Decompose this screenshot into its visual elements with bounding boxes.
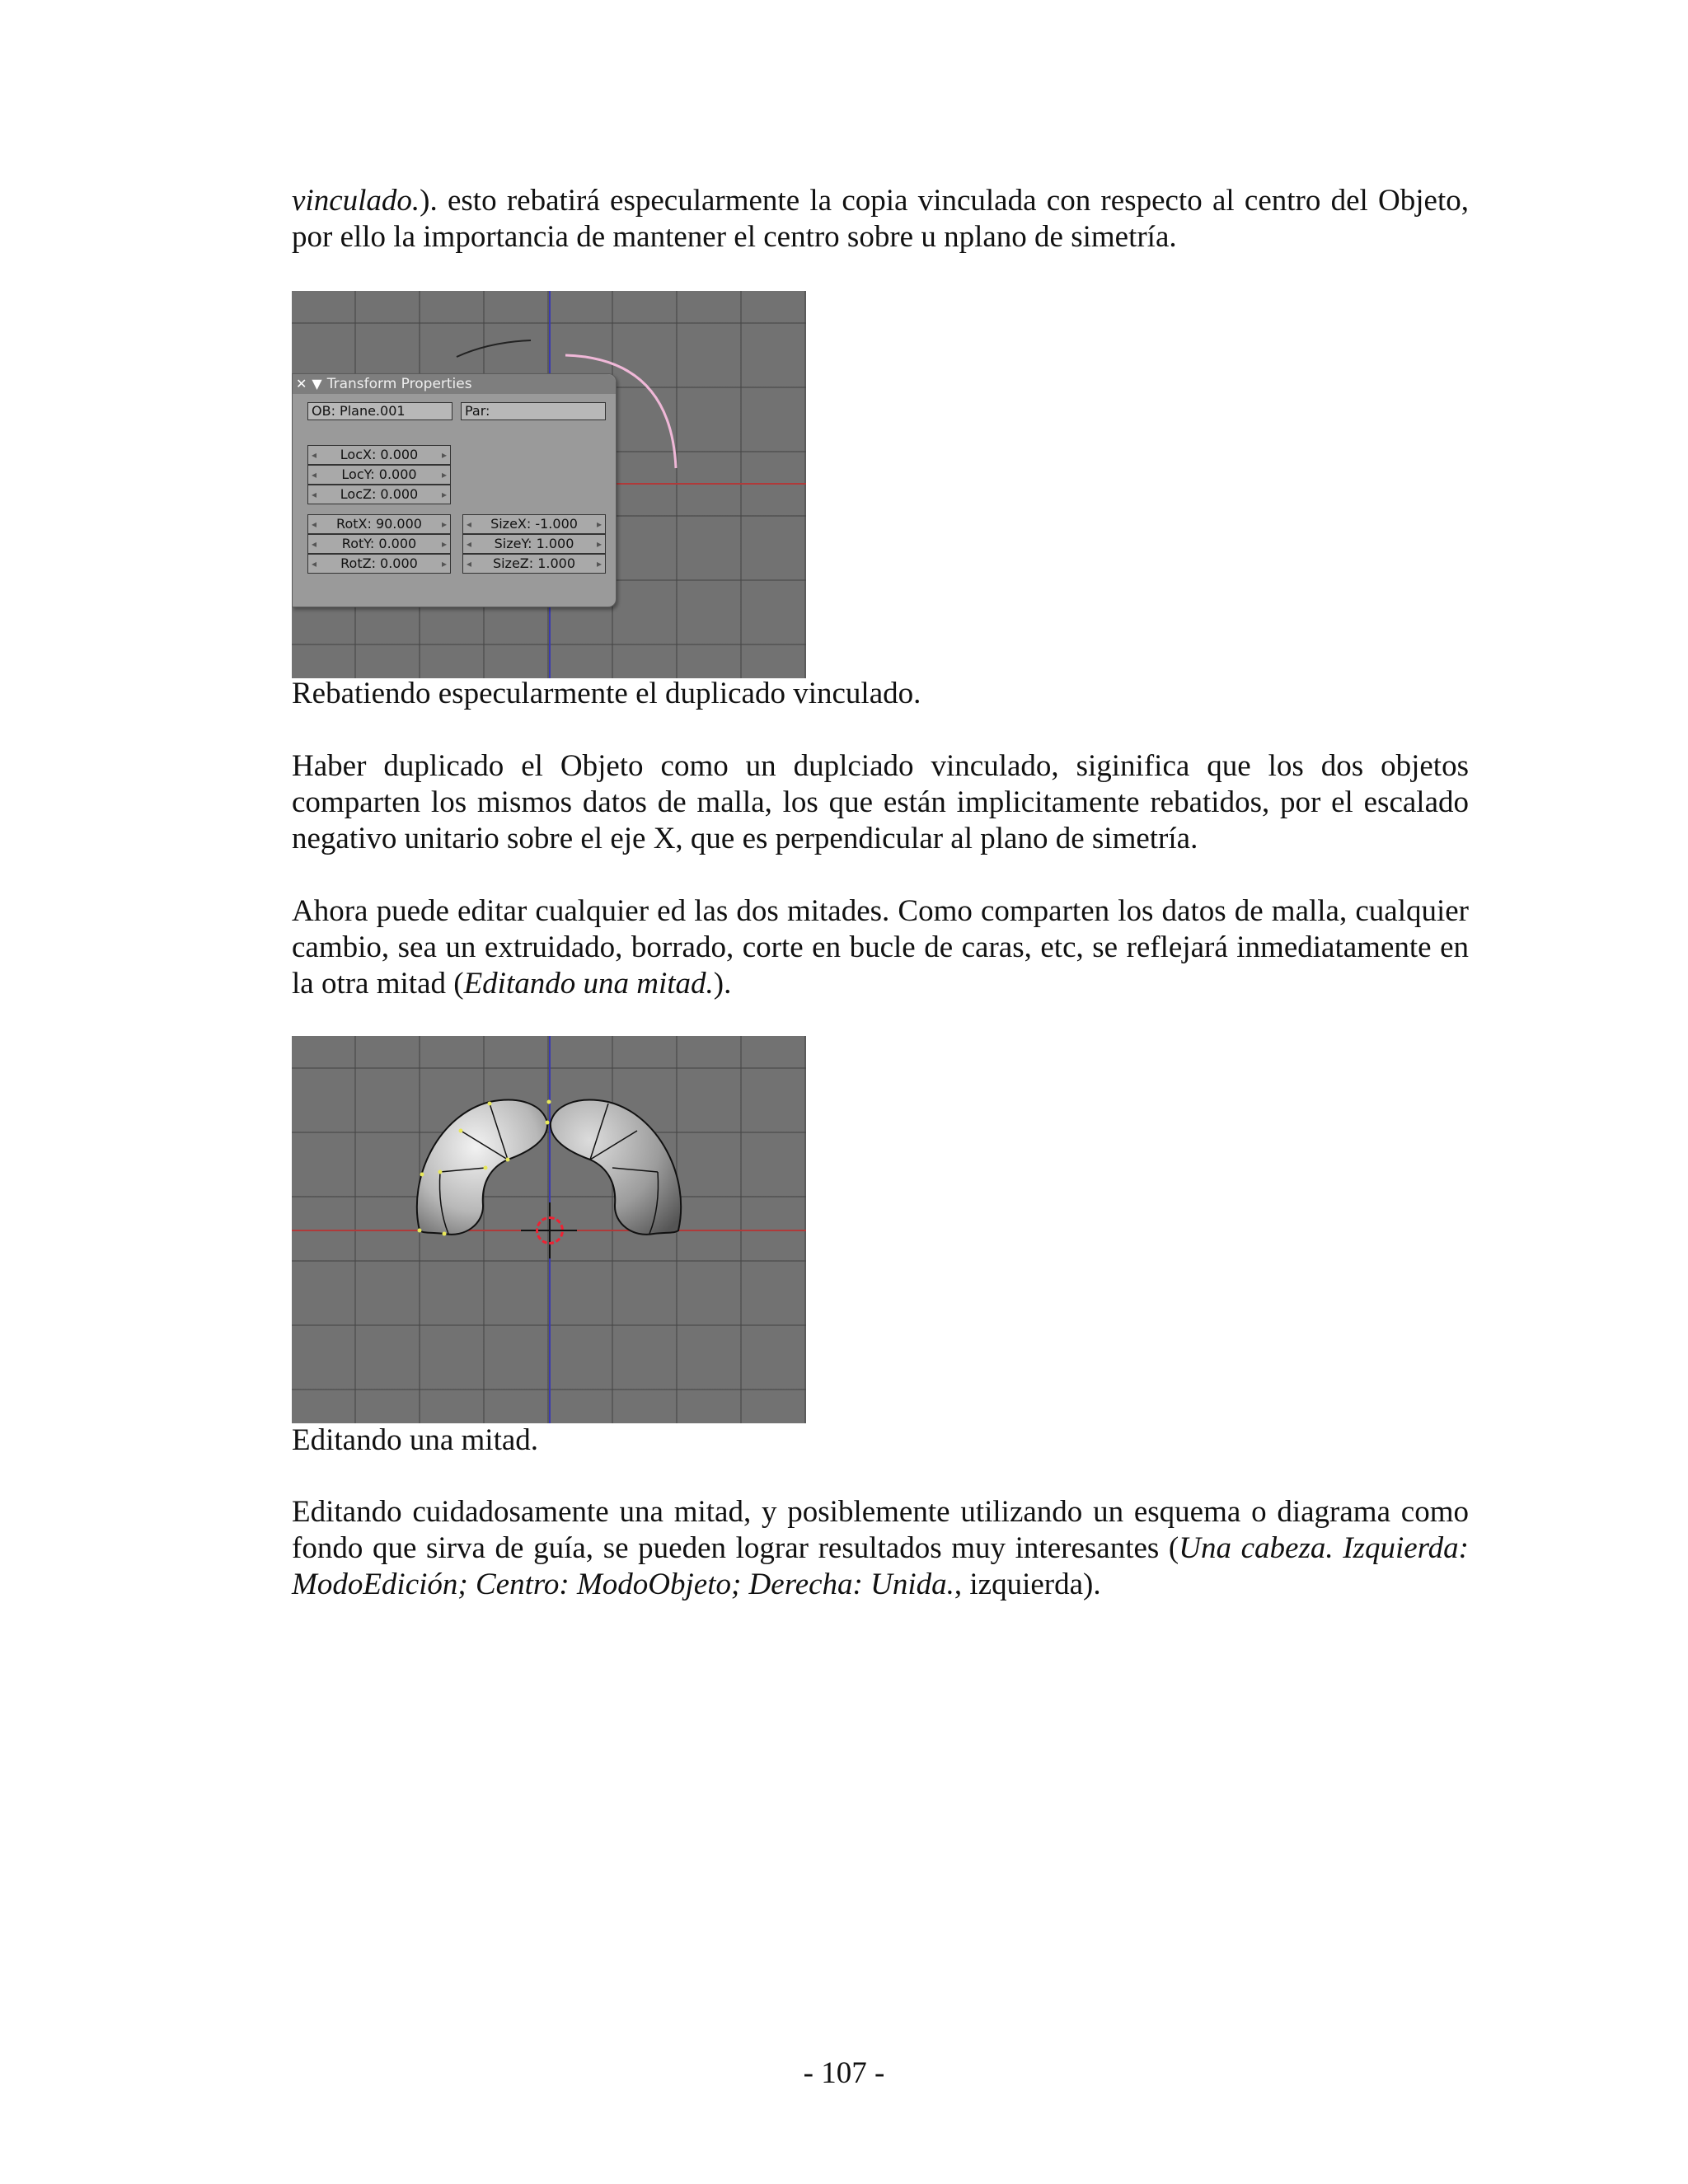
caption-figure-2: Editando una mitad. xyxy=(292,1423,539,1457)
sizez-field[interactable]: ◂ SizeZ: 1.000 ▸ xyxy=(462,554,606,574)
locz-field[interactable]: ◂ LocZ: 0.000 ▸ xyxy=(307,485,451,504)
panel-header xyxy=(293,374,616,394)
sizex-field[interactable]: ◂ SizeX: -1.000 ▸ xyxy=(462,514,606,534)
italic-ref: vinculado. xyxy=(292,184,420,218)
rotx-field[interactable]: ◂ RotX: 90.000 ▸ xyxy=(307,514,451,534)
page-number: - 107 - xyxy=(803,2056,885,2090)
locy-field[interactable]: ◂ LocY: 0.000 ▸ xyxy=(307,465,451,485)
panel-title: Transform Properties xyxy=(326,376,472,392)
roty-field[interactable]: ◂ RotY: 0.000 ▸ xyxy=(307,534,451,554)
italic-ref: Una cabeza. Izquierda: ModoEdición; Centro: ModoObjeto; Derecha: Unida. xyxy=(292,1531,1470,1601)
caption-figure-1: Rebatiendo especularmente el duplicado vinculado. xyxy=(292,677,921,710)
paragraph-intro xyxy=(292,183,1469,255)
object-name-field[interactable]: OB: Plane.001 xyxy=(307,402,452,420)
figure-mesh-screenshot xyxy=(292,1036,806,1423)
paragraph-linked-duplicate: Haber duplicado el Objeto como un duplciado vinculado, siginifica que los dos objetos comparten los mismos datos de malla, los que están implicitamente rebatidos, por el escalado negativo unitario sobre el eje X, que es perpendicular al plano de simetría. xyxy=(292,749,1469,855)
collapse-triangle-icon[interactable]: ▼ xyxy=(312,376,322,391)
parent-field[interactable]: Par: xyxy=(461,402,606,420)
paragraph-edit-halves: Ahora puede editar cualquier ed las dos mitades. Como comparten los datos de malla, cualquier cambio, sea un extruidado, borrado, corte en bucle de caras, etc, se reflejará inmediatamente en la otra mitad (Editando una mitad.). xyxy=(292,894,1469,1001)
3d-cursor-icon xyxy=(536,1216,564,1244)
close-icon[interactable]: ✕ xyxy=(296,376,307,391)
paragraph-text: ). esto rebatirá especularmente la copia vinculada con respecto al centro del Objeto, por ello la importancia de mantener el centro sobre u nplano de simetría. xyxy=(292,184,1469,254)
locx-field[interactable]: ◂ LocX: 0.000 ▸ xyxy=(307,445,451,465)
transform-properties-panel xyxy=(292,373,617,607)
figure-transform-screenshot xyxy=(292,291,806,678)
paragraph-careful-editing: Editando cuidadosamente una mitad, y posiblemente utilizando un esquema o diagrama como fondo que sirva de guía, se pueden lograr resultados muy interesantes (Una cabeza. Izquierda: ModoEdición; Centro: ModoObjeto; Derecha: Unida., izquierda). xyxy=(292,1495,1470,1601)
rotz-field[interactable]: ◂ RotZ: 0.000 ▸ xyxy=(307,554,451,574)
italic-ref: Editando una mitad. xyxy=(463,967,714,1001)
sizey-field[interactable]: ◂ SizeY: 1.000 ▸ xyxy=(462,534,606,554)
